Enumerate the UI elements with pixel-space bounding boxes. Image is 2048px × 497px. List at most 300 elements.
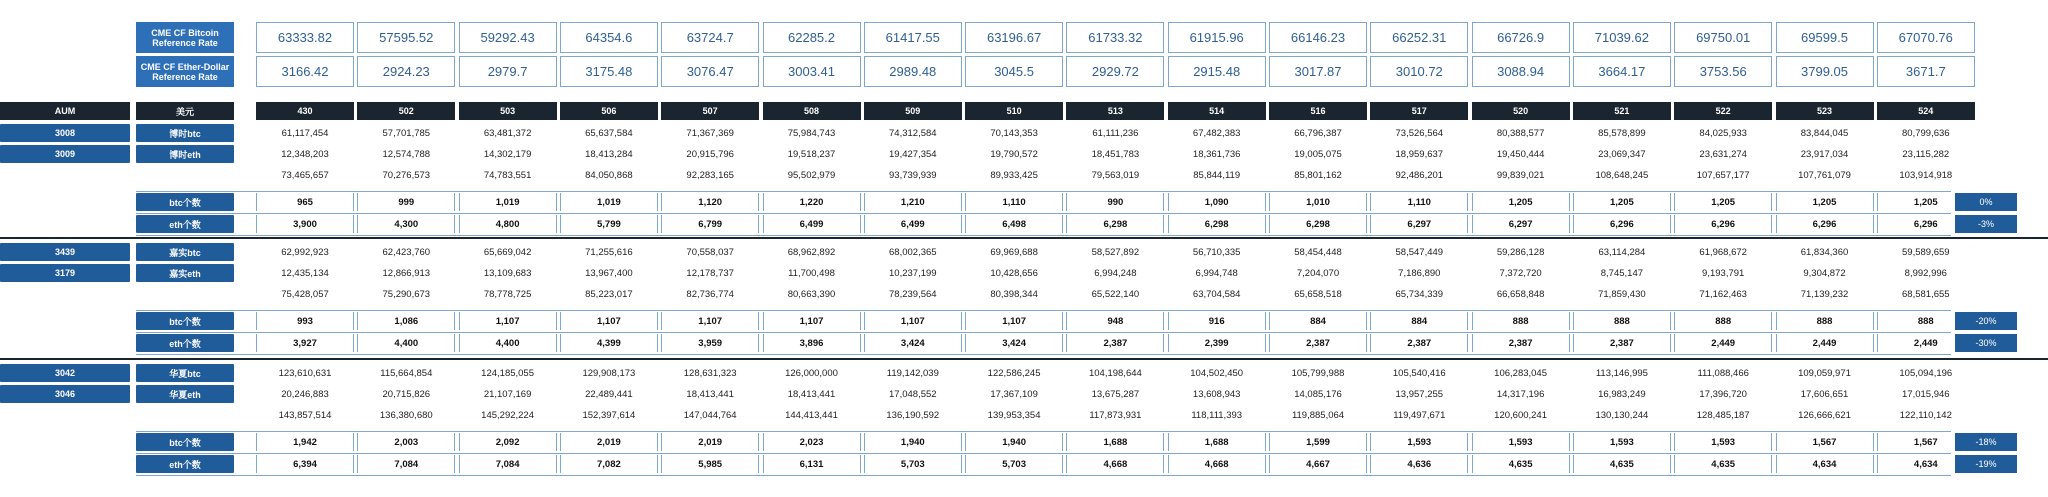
change-percent: -3% <box>1955 215 2017 233</box>
value-cell: 82,736,774 <box>686 288 734 300</box>
btc-count: 2,092 <box>459 433 557 451</box>
value-cell: 85,223,017 <box>585 288 633 300</box>
aum-value: 3008 <box>0 124 130 142</box>
btc-count: 1,010 <box>1269 193 1367 211</box>
eth-count: 2,387 <box>1573 334 1671 352</box>
btc-count: 1,107 <box>965 312 1063 330</box>
value-cell: 12,178,737 <box>686 267 734 279</box>
rate-value: 3799.05 <box>1776 56 1874 87</box>
btc-count: 884 <box>1269 312 1367 330</box>
eth-count: 4,668 <box>1066 455 1164 473</box>
btc-count: 993 <box>256 312 354 330</box>
rate-value: 2979.7 <box>459 56 557 87</box>
fund-label: 嘉实btc <box>136 243 234 261</box>
btc-count: 2,019 <box>661 433 759 451</box>
aum-value: 3179 <box>0 264 130 282</box>
value-cell: 129,908,173 <box>582 367 636 379</box>
btc-count: 1,599 <box>1269 433 1367 451</box>
date-header: 503 <box>459 102 557 120</box>
eth-count: 6,296 <box>1674 215 1772 233</box>
eth-count: 3,900 <box>256 215 354 233</box>
btc-count: 1,205 <box>1674 193 1772 211</box>
value-cell: 75,428,057 <box>281 288 329 300</box>
rate-value: 69750.01 <box>1674 22 1772 53</box>
value-cell: 19,427,354 <box>889 148 937 160</box>
rate-value: 66726.9 <box>1472 22 1570 53</box>
eth-count: 5,799 <box>560 215 658 233</box>
aum-header: AUM <box>0 102 130 120</box>
value-cell: 89,933,425 <box>990 169 1038 181</box>
rate-value: 67070.76 <box>1877 22 1975 53</box>
eth-count: 6,499 <box>763 215 861 233</box>
btc-count: 1,593 <box>1370 433 1468 451</box>
btc-count: 1,107 <box>459 312 557 330</box>
btc-count: 1,107 <box>560 312 658 330</box>
value-cell: 58,527,892 <box>1091 246 1140 258</box>
value-cell: 78,778,725 <box>483 288 532 300</box>
eth-count: 7,084 <box>459 455 557 473</box>
value-cell: 20,246,883 <box>281 388 329 400</box>
value-cell: 16,983,249 <box>1598 388 1646 400</box>
btc-count: 1,120 <box>661 193 759 211</box>
date-header: 507 <box>661 102 759 120</box>
value-cell: 103,914,918 <box>1899 169 1953 181</box>
eth-count: 6,498 <box>965 215 1063 233</box>
rate-value: 61417.55 <box>864 22 962 53</box>
fund-label: 华夏btc <box>136 364 234 382</box>
change-percent: -30% <box>1955 334 2017 352</box>
btc-count: 888 <box>1674 312 1772 330</box>
rate-value: 63333.82 <box>256 22 354 53</box>
value-cell: 14,302,179 <box>483 148 532 160</box>
eth-count: 6,298 <box>1168 215 1266 233</box>
rate-value: 2924.23 <box>357 56 455 87</box>
fund-label: 嘉实eth <box>136 264 234 282</box>
btc-count: 1,210 <box>864 193 962 211</box>
value-cell: 12,574,788 <box>382 148 431 160</box>
divider <box>136 191 1951 192</box>
value-cell: 58,454,448 <box>1294 246 1342 258</box>
value-cell: 85,844,119 <box>1193 169 1241 181</box>
value-cell: 80,398,344 <box>990 288 1038 300</box>
value-cell: 58,547,449 <box>1395 246 1444 258</box>
change-percent: -20% <box>1955 312 2017 330</box>
value-cell: 17,396,720 <box>1699 388 1747 400</box>
value-cell: 108,648,245 <box>1595 169 1649 181</box>
date-header: 524 <box>1877 102 1975 120</box>
btc-count: 888 <box>1573 312 1671 330</box>
value-cell: 136,380,680 <box>379 409 433 421</box>
value-cell: 68,581,655 <box>1902 288 1950 300</box>
value-cell: 99,839,021 <box>1496 169 1545 181</box>
rate-value: 64354.6 <box>560 22 658 53</box>
eth-count-label: eth个数 <box>136 455 234 473</box>
eth-count: 3,424 <box>864 334 962 352</box>
rate-label: CME CF Bitcoin Reference Rate <box>136 22 234 53</box>
rate-value: 2989.48 <box>864 56 962 87</box>
date-header: 514 <box>1168 102 1266 120</box>
value-cell: 71,255,616 <box>585 246 633 258</box>
value-cell: 23,115,282 <box>1902 148 1950 160</box>
eth-count: 6,799 <box>661 215 759 233</box>
value-cell: 57,701,785 <box>382 127 431 139</box>
value-cell: 71,139,232 <box>1800 288 1849 300</box>
btc-count: 888 <box>1472 312 1570 330</box>
eth-count: 4,399 <box>560 334 658 352</box>
value-cell: 130,130,244 <box>1595 409 1649 421</box>
value-cell: 19,450,444 <box>1496 148 1545 160</box>
value-cell: 61,834,360 <box>1800 246 1849 258</box>
value-cell: 13,675,287 <box>1091 388 1140 400</box>
value-cell: 9,304,872 <box>1803 267 1846 279</box>
btc-count: 1,019 <box>459 193 557 211</box>
eth-count: 2,387 <box>1269 334 1367 352</box>
eth-count: 6,298 <box>1269 215 1367 233</box>
value-cell: 145,292,224 <box>481 409 535 421</box>
value-cell: 18,413,441 <box>787 388 836 400</box>
date-header: 523 <box>1776 102 1874 120</box>
value-cell: 68,962,892 <box>787 246 836 258</box>
rate-value: 69599.5 <box>1776 22 1874 53</box>
change-percent: -19% <box>1955 455 2017 473</box>
eth-count: 4,635 <box>1472 455 1570 473</box>
rate-value: 3175.48 <box>560 56 658 87</box>
btc-count: 888 <box>1877 312 1975 330</box>
eth-count: 3,896 <box>763 334 861 352</box>
btc-count: 1,593 <box>1573 433 1671 451</box>
value-cell: 61,117,454 <box>281 127 329 139</box>
btc-count: 1,567 <box>1776 433 1874 451</box>
btc-count-label: btc个数 <box>136 193 234 211</box>
btc-count: 884 <box>1370 312 1468 330</box>
value-cell: 143,857,514 <box>278 409 332 421</box>
date-header: 521 <box>1573 102 1671 120</box>
btc-count: 2,019 <box>560 433 658 451</box>
eth-count: 4,634 <box>1776 455 1874 473</box>
value-cell: 104,198,644 <box>1088 367 1142 379</box>
divider <box>136 310 1951 311</box>
value-cell: 152,397,614 <box>582 409 636 421</box>
rate-value: 63196.67 <box>965 22 1063 53</box>
value-cell: 63,114,284 <box>1598 246 1646 258</box>
value-cell: 7,204,070 <box>1296 267 1340 279</box>
value-cell: 71,162,463 <box>1699 288 1747 300</box>
value-cell: 23,631,274 <box>1699 148 1747 160</box>
btc-count: 1,220 <box>763 193 861 211</box>
value-cell: 18,959,637 <box>1395 148 1444 160</box>
eth-count: 6,296 <box>1776 215 1874 233</box>
rate-value: 66146.23 <box>1269 22 1367 53</box>
value-cell: 120,600,241 <box>1494 409 1548 421</box>
value-cell: 23,069,347 <box>1598 148 1646 160</box>
eth-count: 6,297 <box>1370 215 1468 233</box>
value-cell: 118,111,393 <box>1191 409 1243 421</box>
value-cell: 10,237,199 <box>889 267 937 279</box>
rate-value: 3753.56 <box>1674 56 1772 87</box>
btc-count: 1,567 <box>1877 433 1975 451</box>
eth-count: 7,082 <box>560 455 658 473</box>
value-cell: 126,000,000 <box>785 367 838 379</box>
eth-count-label: eth个数 <box>136 334 234 352</box>
value-cell: 105,540,416 <box>1392 367 1446 379</box>
rate-value: 66252.31 <box>1370 22 1468 53</box>
value-cell: 19,005,075 <box>1294 148 1342 160</box>
value-cell: 65,637,584 <box>585 127 633 139</box>
date-header: 509 <box>864 102 962 120</box>
btc-count: 1,107 <box>661 312 759 330</box>
divider <box>136 235 1951 236</box>
eth-count: 2,387 <box>1066 334 1164 352</box>
value-cell: 93,739,939 <box>889 169 937 181</box>
btc-count: 1,940 <box>965 433 1063 451</box>
divider <box>136 332 1951 333</box>
eth-count: 6,131 <box>763 455 861 473</box>
eth-count: 6,296 <box>1877 215 1975 233</box>
value-cell: 92,486,201 <box>1395 169 1444 181</box>
value-cell: 79,563,019 <box>1091 169 1140 181</box>
date-header: 502 <box>357 102 455 120</box>
eth-count-label: eth个数 <box>136 215 234 233</box>
btc-count: 990 <box>1066 193 1164 211</box>
value-cell: 59,286,128 <box>1496 246 1545 258</box>
value-cell: 75,290,673 <box>382 288 431 300</box>
value-cell: 10,428,656 <box>990 267 1038 279</box>
date-header: 506 <box>560 102 658 120</box>
value-cell: 84,025,933 <box>1699 127 1747 139</box>
eth-count: 4,400 <box>357 334 455 352</box>
btc-count: 1,086 <box>357 312 455 330</box>
btc-count: 1,688 <box>1066 433 1164 451</box>
btc-count: 1,593 <box>1674 433 1772 451</box>
value-cell: 147,044,764 <box>683 409 737 421</box>
eth-count: 2,449 <box>1776 334 1874 352</box>
value-cell: 22,489,441 <box>585 388 633 400</box>
value-cell: 78,239,564 <box>889 288 937 300</box>
value-cell: 122,110,142 <box>1899 409 1952 421</box>
value-cell: 80,388,577 <box>1496 127 1545 139</box>
divider <box>136 354 1951 355</box>
value-cell: 7,372,720 <box>1499 267 1542 279</box>
rate-value: 3010.72 <box>1370 56 1468 87</box>
btc-count: 1,942 <box>256 433 354 451</box>
eth-count: 4,634 <box>1877 455 1975 473</box>
value-cell: 11,700,498 <box>788 267 835 279</box>
value-cell: 69,969,688 <box>990 246 1038 258</box>
rate-label: CME CF Ether-Dollar Reference Rate <box>136 56 234 87</box>
value-cell: 144,413,441 <box>785 409 838 421</box>
eth-count: 4,636 <box>1370 455 1468 473</box>
value-cell: 75,984,743 <box>787 127 836 139</box>
value-cell: 65,658,518 <box>1294 288 1342 300</box>
value-cell: 62,423,760 <box>382 246 431 258</box>
value-cell: 105,094,196 <box>1899 367 1953 379</box>
eth-count: 6,298 <box>1066 215 1164 233</box>
value-cell: 105,799,988 <box>1291 367 1345 379</box>
eth-count: 2,449 <box>1877 334 1975 352</box>
value-cell: 111,088,466 <box>1697 367 1749 379</box>
value-cell: 18,413,441 <box>686 388 734 400</box>
value-cell: 17,367,109 <box>990 388 1038 400</box>
btc-count: 1,107 <box>763 312 861 330</box>
value-cell: 61,111,236 <box>1092 127 1139 139</box>
value-cell: 6,994,248 <box>1094 267 1137 279</box>
btc-count: 1,205 <box>1573 193 1671 211</box>
value-cell: 117,873,931 <box>1089 409 1142 421</box>
value-cell: 17,015,946 <box>1902 388 1950 400</box>
value-cell: 128,485,187 <box>1696 409 1750 421</box>
btc-count: 1,593 <box>1472 433 1570 451</box>
btc-count: 965 <box>256 193 354 211</box>
value-cell: 65,734,339 <box>1395 288 1444 300</box>
btc-count: 916 <box>1168 312 1266 330</box>
value-cell: 19,518,237 <box>787 148 836 160</box>
eth-count: 7,084 <box>357 455 455 473</box>
btc-count: 1,205 <box>1776 193 1874 211</box>
rate-value: 63724.7 <box>661 22 759 53</box>
eth-count: 4,800 <box>459 215 557 233</box>
btc-count: 1,107 <box>864 312 962 330</box>
rate-value: 61915.96 <box>1168 22 1266 53</box>
rate-value: 3003.41 <box>763 56 861 87</box>
date-header: 513 <box>1066 102 1164 120</box>
btc-count: 1,110 <box>965 193 1063 211</box>
value-cell: 68,002,365 <box>889 246 937 258</box>
eth-count: 5,703 <box>965 455 1063 473</box>
value-cell: 95,502,979 <box>787 169 836 181</box>
btc-count: 1,110 <box>1370 193 1468 211</box>
eth-count: 6,297 <box>1472 215 1570 233</box>
divider <box>136 453 1951 454</box>
date-header: 522 <box>1674 102 1772 120</box>
eth-count: 6,296 <box>1573 215 1671 233</box>
fund-label: 华夏eth <box>136 385 234 403</box>
value-cell: 119,497,671 <box>1393 409 1446 421</box>
value-cell: 107,761,079 <box>1798 169 1851 181</box>
date-header: 508 <box>763 102 861 120</box>
eth-count: 3,959 <box>661 334 759 352</box>
date-header: 520 <box>1472 102 1570 120</box>
eth-count: 4,635 <box>1573 455 1671 473</box>
eth-count: 2,387 <box>1472 334 1570 352</box>
eth-count: 2,449 <box>1674 334 1772 352</box>
value-cell: 109,059,971 <box>1798 367 1851 379</box>
eth-count: 6,394 <box>256 455 354 473</box>
value-cell: 19,790,572 <box>990 148 1038 160</box>
aum-value: 3439 <box>0 243 130 261</box>
btc-count: 1,205 <box>1472 193 1570 211</box>
value-cell: 106,283,045 <box>1494 367 1548 379</box>
value-cell: 65,669,042 <box>483 246 532 258</box>
value-cell: 80,799,636 <box>1902 127 1950 139</box>
eth-count: 3,927 <box>256 334 354 352</box>
value-cell: 63,704,584 <box>1192 288 1241 300</box>
value-cell: 139,953,354 <box>987 409 1041 421</box>
divider <box>0 358 2048 360</box>
value-cell: 18,361,736 <box>1192 148 1241 160</box>
value-cell: 20,715,826 <box>382 388 431 400</box>
value-cell: 136,190,592 <box>886 409 940 421</box>
change-percent: 0% <box>1955 193 2017 211</box>
unit-header: 美元 <box>136 102 234 120</box>
value-cell: 107,657,177 <box>1696 169 1750 181</box>
eth-count: 6,499 <box>864 215 962 233</box>
value-cell: 66,796,387 <box>1294 127 1342 139</box>
eth-count: 5,703 <box>864 455 962 473</box>
btc-count-label: btc个数 <box>136 312 234 330</box>
divider <box>136 431 1951 432</box>
divider <box>136 475 1951 476</box>
value-cell: 7,186,890 <box>1398 267 1441 279</box>
value-cell: 73,465,657 <box>281 169 329 181</box>
aum-value: 3046 <box>0 385 130 403</box>
value-cell: 80,663,390 <box>787 288 836 300</box>
value-cell: 74,312,584 <box>889 127 937 139</box>
value-cell: 18,413,284 <box>585 148 633 160</box>
value-cell: 13,608,943 <box>1192 388 1241 400</box>
value-cell: 83,844,045 <box>1800 127 1849 139</box>
fund-label: 博时btc <box>136 124 234 142</box>
btc-count-label: btc个数 <box>136 433 234 451</box>
value-cell: 119,142,039 <box>886 367 939 379</box>
value-cell: 13,957,255 <box>1395 388 1444 400</box>
btc-count: 999 <box>357 193 455 211</box>
divider <box>0 237 2048 239</box>
value-cell: 71,367,369 <box>686 127 734 139</box>
date-header: 517 <box>1370 102 1468 120</box>
value-cell: 13,109,683 <box>483 267 532 279</box>
rate-value: 3017.87 <box>1269 56 1367 87</box>
value-cell: 67,482,383 <box>1192 127 1241 139</box>
rate-value: 57595.52 <box>357 22 455 53</box>
value-cell: 119,885,064 <box>1291 409 1345 421</box>
rate-value: 71039.62 <box>1573 22 1671 53</box>
rate-value: 62285.2 <box>763 22 861 53</box>
aum-value: 3009 <box>0 145 130 163</box>
aum-value: 3042 <box>0 364 130 382</box>
value-cell: 12,866,913 <box>382 267 431 279</box>
value-cell: 21,107,169 <box>483 388 532 400</box>
rate-value: 59292.43 <box>459 22 557 53</box>
rate-value: 3671.7 <box>1877 56 1975 87</box>
eth-count: 2,399 <box>1168 334 1266 352</box>
value-cell: 14,085,176 <box>1294 388 1342 400</box>
rate-value: 3664.17 <box>1573 56 1671 87</box>
rate-value: 3166.42 <box>256 56 354 87</box>
eth-count: 4,400 <box>459 334 557 352</box>
value-cell: 74,783,551 <box>483 169 532 181</box>
value-cell: 85,801,162 <box>1294 169 1342 181</box>
value-cell: 70,276,573 <box>382 169 431 181</box>
rate-value: 3076.47 <box>661 56 759 87</box>
value-cell: 85,578,899 <box>1598 127 1646 139</box>
eth-count: 4,667 <box>1269 455 1367 473</box>
value-cell: 66,658,848 <box>1496 288 1545 300</box>
btc-count: 1,019 <box>560 193 658 211</box>
value-cell: 122,586,245 <box>987 367 1041 379</box>
date-header: 516 <box>1269 102 1367 120</box>
btc-count: 1,205 <box>1877 193 1975 211</box>
value-cell: 20,915,796 <box>686 148 734 160</box>
value-cell: 8,992,996 <box>1904 267 1947 279</box>
value-cell: 65,522,140 <box>1091 288 1140 300</box>
value-cell: 13,967,400 <box>585 267 633 279</box>
value-cell: 104,502,450 <box>1190 367 1244 379</box>
value-cell: 70,558,037 <box>686 246 734 258</box>
value-cell: 18,451,783 <box>1091 148 1140 160</box>
rate-value: 2929.72 <box>1066 56 1164 87</box>
value-cell: 8,745,147 <box>1600 267 1644 279</box>
btc-count: 1,940 <box>864 433 962 451</box>
